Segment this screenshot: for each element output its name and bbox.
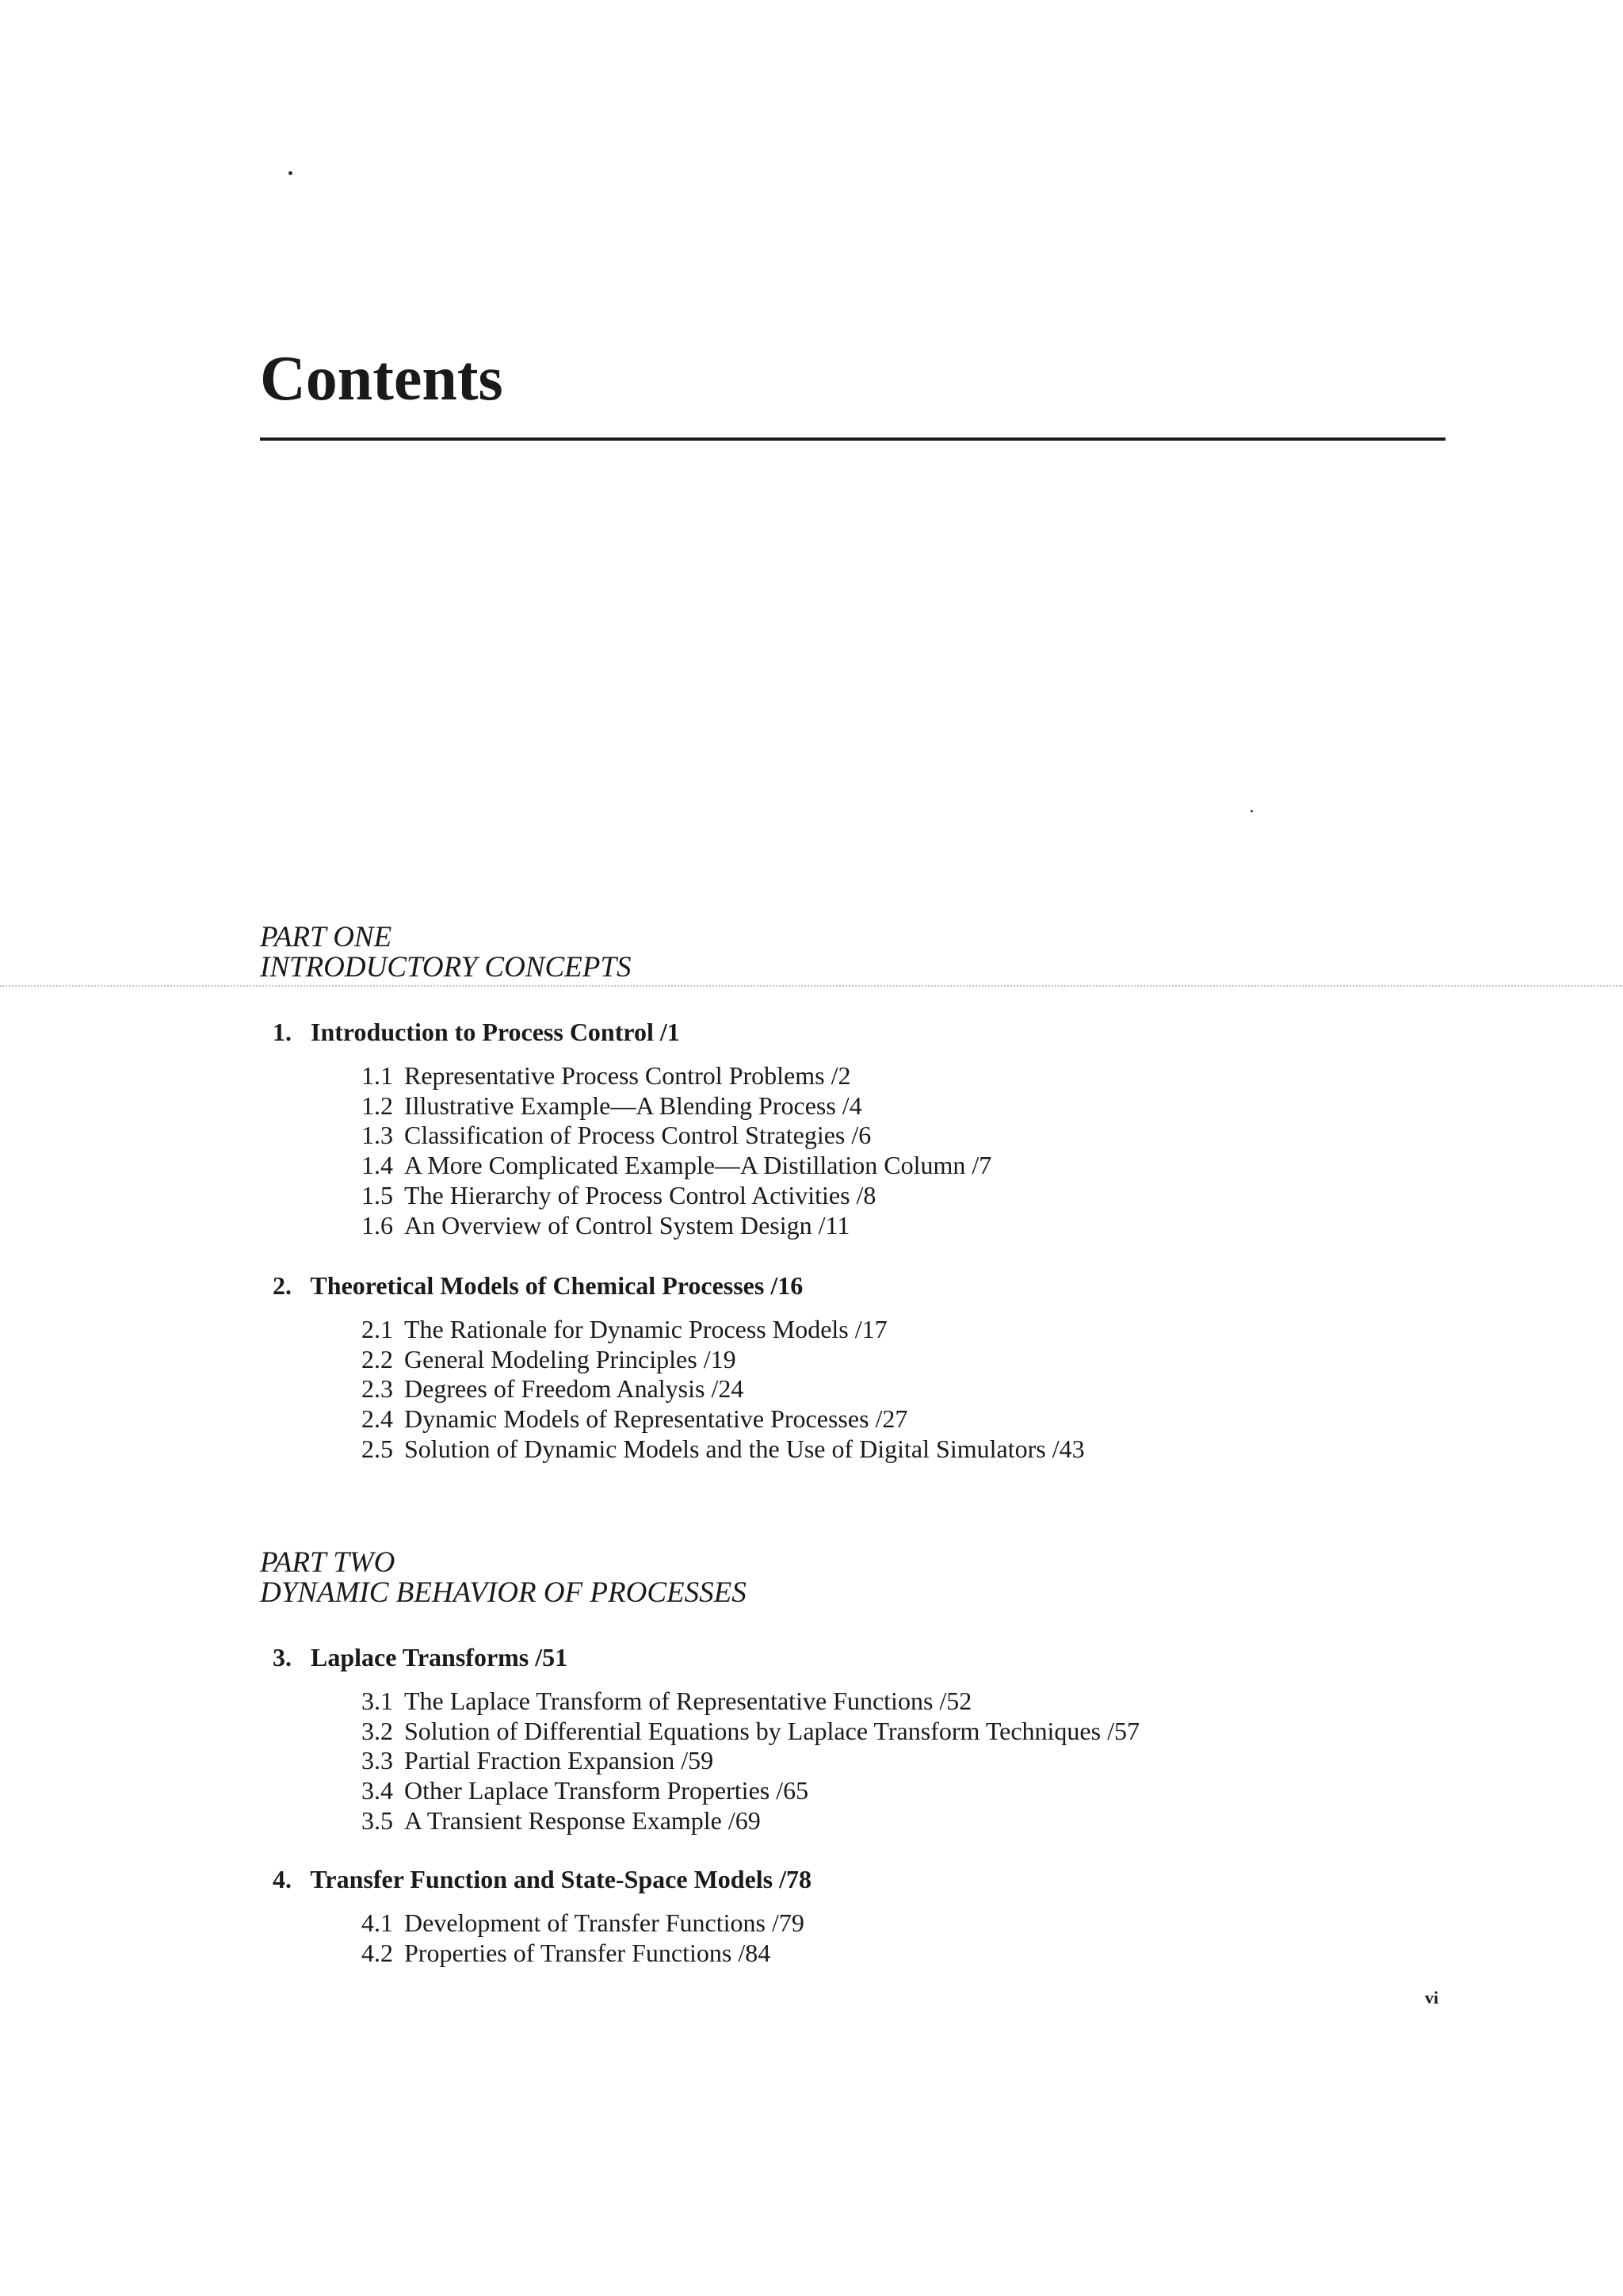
chapter-title[interactable] [273, 1270, 1580, 1301]
toc-section[interactable] [361, 1404, 1580, 1435]
toc-section[interactable] [361, 1435, 1580, 1465]
section-page: /84 [738, 1938, 771, 1967]
section-page: /43 [1052, 1434, 1085, 1463]
chapter-page: /1 [659, 1018, 680, 1046]
section-page: /59 [681, 1746, 714, 1775]
section-number: 1.1 [361, 1061, 393, 1090]
toc-section[interactable] [361, 1374, 1580, 1404]
section-title: The Hierarchy of Process Control Activities [404, 1180, 850, 1209]
toc-section[interactable] [361, 1776, 1580, 1806]
chapter-page: /16 [770, 1271, 804, 1300]
section-title: Classification of Process Control Strategies [404, 1121, 846, 1150]
section-page: /6 [851, 1121, 872, 1150]
section-title: The Rationale for Dynamic Process Models [404, 1315, 849, 1343]
toc-section[interactable] [361, 1091, 1580, 1121]
section-title: A Transient Response Example [404, 1805, 722, 1835]
page-folio: vi [1425, 1988, 1439, 2008]
toc-section[interactable] [361, 1121, 1580, 1151]
section-page: /52 [939, 1687, 972, 1715]
chapter-2 [273, 1270, 1580, 1465]
section-number: 1.4 [361, 1151, 393, 1180]
section-number: 3.5 [361, 1805, 393, 1835]
chapter-page: /78 [779, 1865, 812, 1893]
part-label: PART ONE [260, 921, 392, 953]
section-page: /65 [776, 1776, 809, 1805]
section-title: A More Complicated Example—A Distillation Column [404, 1151, 966, 1180]
chapter-title[interactable] [273, 1017, 1580, 1047]
section-number: 3.2 [361, 1716, 393, 1745]
toc-section[interactable] [361, 1181, 1580, 1211]
toc-section[interactable] [361, 1315, 1580, 1345]
chapter-page: /51 [535, 1643, 568, 1671]
chapter-title-text: Introduction to Process Control [311, 1018, 654, 1046]
section-title: An Overview of Control System Design [404, 1210, 812, 1240]
chapter-number: 1. [273, 1018, 292, 1046]
chapter-title[interactable] [273, 1864, 1580, 1894]
section-page: /7 [972, 1151, 992, 1180]
chapter-number: 2. [273, 1271, 292, 1300]
section-page: /4 [842, 1091, 862, 1120]
part-name: DYNAMIC BEHAVIOR OF PROCESSES [260, 1576, 747, 1609]
section-page: /17 [854, 1315, 888, 1343]
scan-dotted-line [0, 985, 1623, 987]
toc-section[interactable] [361, 1908, 1580, 1939]
chapter-title[interactable] [273, 1642, 1580, 1672]
section-list [273, 1908, 1580, 1968]
section-title: Other Laplace Transform Properties [404, 1776, 770, 1805]
section-number: 2.3 [361, 1374, 393, 1404]
section-number: 2.1 [361, 1315, 393, 1343]
section-number: 4.2 [361, 1938, 393, 1967]
toc-section[interactable] [361, 1151, 1580, 1181]
section-page: /27 [875, 1404, 908, 1434]
section-title: Dynamic Models of Representative Processes [404, 1404, 869, 1434]
section-page: /2 [831, 1061, 851, 1090]
section-number: 1.5 [361, 1180, 393, 1209]
section-page: /8 [856, 1180, 876, 1209]
section-number: 3.4 [361, 1776, 393, 1805]
section-page: /69 [727, 1805, 761, 1835]
section-list [273, 1687, 1580, 1836]
toc-section[interactable] [361, 1211, 1580, 1241]
section-title: Properties of Transfer Functions [404, 1938, 732, 1967]
toc-section[interactable] [361, 1345, 1580, 1375]
section-title: Development of Transfer Functions [404, 1908, 766, 1937]
section-page: /19 [703, 1344, 736, 1373]
chapter-title-text: Theoretical Models of Chemical Processes [310, 1271, 765, 1300]
section-page: /24 [711, 1374, 744, 1404]
section-title: General Modeling Principles [404, 1344, 697, 1373]
section-title: Partial Fraction Expansion [404, 1746, 675, 1775]
section-page: /79 [771, 1908, 804, 1937]
section-title: Solution of Dynamic Models and the Use of Digital Simulators [404, 1434, 1046, 1463]
part-label: PART TWO [260, 1546, 395, 1579]
section-number: 2.2 [361, 1344, 393, 1373]
section-title: Solution of Differential Equations by Laplace Transform Techniques [404, 1716, 1102, 1745]
toc-section[interactable] [361, 1717, 1580, 1747]
chapter-number: 3. [273, 1643, 292, 1671]
part-name: INTRODUCTORY CONCEPTS [260, 951, 632, 984]
chapter-title-text: Transfer Function and State-Space Models [310, 1865, 773, 1893]
section-number: 3.1 [361, 1687, 393, 1715]
chapter-number: 4. [273, 1865, 292, 1893]
title-rule [260, 437, 1445, 441]
scan-speck [288, 171, 292, 175]
toc-section[interactable] [361, 1746, 1580, 1776]
section-list [273, 1061, 1580, 1240]
section-page: /57 [1107, 1716, 1140, 1745]
toc-section[interactable] [361, 1939, 1580, 1969]
section-number: 2.5 [361, 1434, 393, 1463]
section-number: 3.3 [361, 1746, 393, 1775]
toc-section[interactable] [361, 1687, 1580, 1717]
section-page: /11 [818, 1210, 850, 1240]
section-list [273, 1315, 1580, 1465]
chapter-4 [273, 1864, 1580, 1968]
section-title: The Laplace Transform of Representative Functions [404, 1687, 934, 1715]
toc-section[interactable] [361, 1061, 1580, 1091]
section-number: 1.2 [361, 1091, 393, 1120]
section-title: Representative Process Control Problems [404, 1061, 825, 1090]
section-title: Degrees of Freedom Analysis [404, 1374, 705, 1404]
chapter-title-text: Laplace Transforms [311, 1643, 529, 1671]
chapter-3 [273, 1642, 1580, 1836]
toc-section[interactable] [361, 1806, 1580, 1836]
part-one-heading [260, 923, 631, 983]
section-number: 4.1 [361, 1908, 393, 1937]
scan-speck [1251, 810, 1253, 812]
chapter-1 [273, 1017, 1580, 1240]
section-number: 2.4 [361, 1404, 393, 1434]
section-number: 1.6 [361, 1210, 393, 1240]
section-title: Illustrative Example—A Blending Process [404, 1091, 836, 1120]
section-number: 1.3 [361, 1121, 393, 1150]
page-title: Contents [260, 344, 503, 414]
part-two-heading [260, 1548, 747, 1608]
